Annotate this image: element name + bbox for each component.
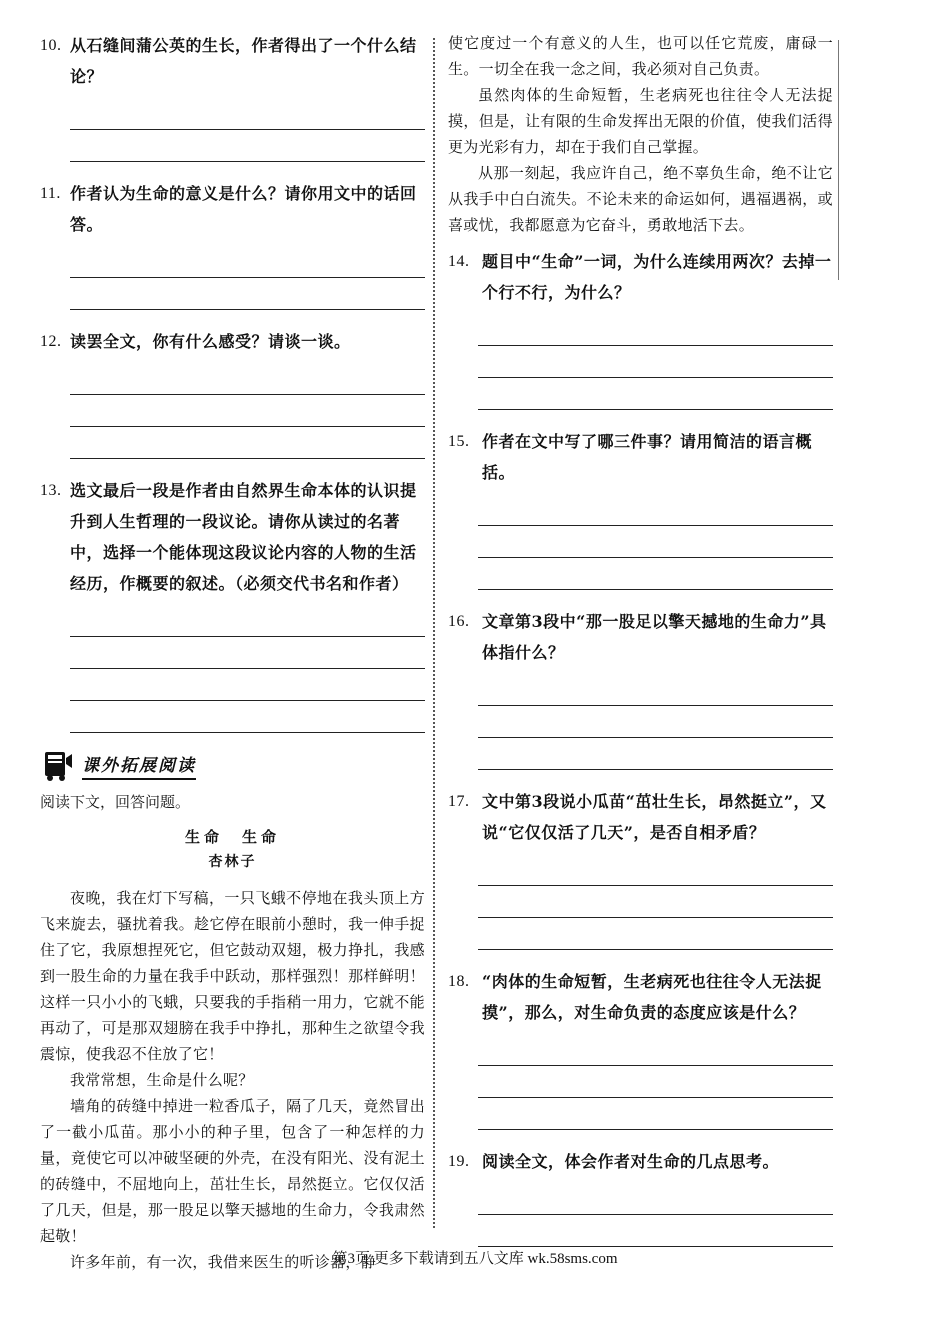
answer-line[interactable] [70, 605, 425, 637]
answer-lines[interactable] [70, 246, 425, 310]
question-14 [448, 246, 833, 308]
reading-instruction: 阅读下文，回答问题。 [40, 793, 191, 811]
article-author: 杏林子 [208, 854, 257, 870]
answer-line[interactable] [478, 494, 833, 526]
question-number: 12. [40, 333, 62, 350]
answer-lines[interactable] [478, 674, 833, 770]
article-paragraph: 从那一刻起，我应许自己，绝不辜负生命，绝不让它从我手中白白流失。不论未来的命运如何，遇福遇祸，或喜或忧，我都愿意为它奋斗，勇敢地活下去。 [448, 164, 833, 234]
question-number: 19. [448, 1153, 470, 1170]
question-number: 11. [40, 185, 61, 202]
question-number: 18. [448, 973, 470, 990]
answer-line[interactable] [70, 246, 425, 278]
answer-line[interactable] [70, 363, 425, 395]
question-17 [448, 786, 833, 848]
question-number: 13. [40, 482, 62, 499]
question-text: 读罢全文，你有什么感受？请谈一谈。 [70, 332, 351, 351]
article-paragraph: 我常常想，生命是什么呢？ [70, 1071, 254, 1089]
answer-line[interactable] [478, 1183, 833, 1215]
question-text: 选文最后一段是作者由自然界生命本体的认识提升到人生哲理的一段议论。请你从读过的名著中，选择一个能体现这段议论内容的人物的生活经历，作概要的叙述。（必须交代书名和作者） [70, 481, 417, 593]
column-divider [433, 38, 435, 1228]
question-text: 作者认为生命的意义是什么？请你用文中的话回答。 [70, 184, 417, 234]
article-paragraph: 墙角的砖缝中掉进一粒香瓜子，隔了几天，竟然冒出了一截小瓜苗。那小小的种子里，包含了一种怎样的力量，竟使它可以冲破坚硬的外壳，在没有阳光、没有泥土的砖缝中，不屈地向上，茁壮生长，昂然挺立。它仅仅活了几天，但是，那一股足以擎天撼地的生命力，令我肃然起敬！ [40, 1097, 425, 1245]
answer-line[interactable] [70, 98, 425, 130]
question-text: 题目中“生命”一词，为什么连续用两次？去掉一个行不行，为什么？ [482, 252, 832, 302]
answer-lines[interactable] [478, 1183, 833, 1247]
question-13 [40, 475, 425, 599]
answer-line[interactable] [478, 738, 833, 770]
answer-lines[interactable] [70, 98, 425, 162]
answer-line[interactable] [478, 558, 833, 590]
question-text: 文中第3段说小瓜苗“茁壮生长，昂然挺立”，又说“它仅仅活了几天”，是否自相矛盾？ [482, 792, 827, 842]
left-column [40, 30, 425, 1275]
answer-lines[interactable] [478, 854, 833, 950]
question-11 [40, 178, 425, 240]
answer-line[interactable] [478, 854, 833, 886]
answer-line[interactable] [478, 1215, 833, 1247]
question-18 [448, 966, 833, 1028]
answer-line[interactable] [70, 637, 425, 669]
answer-line[interactable] [478, 1034, 833, 1066]
answer-line[interactable] [478, 886, 833, 918]
question-16 [448, 606, 833, 668]
question-text: 文章第3段中“那一股足以擎天撼地的生命力”具体指什么？ [482, 612, 827, 662]
question-19 [448, 1146, 833, 1177]
question-number: 17. [448, 793, 470, 810]
answer-lines[interactable] [70, 605, 425, 733]
question-text: 阅读全文，体会作者对生命的几点思考。 [482, 1152, 780, 1171]
answer-line[interactable] [478, 1066, 833, 1098]
scan-edge-line [838, 40, 839, 280]
question-number: 15. [448, 433, 470, 450]
section-header [40, 745, 425, 785]
answer-line[interactable] [70, 130, 425, 162]
book-icon [40, 748, 74, 782]
section-title: 课外拓展阅读 [82, 751, 196, 780]
answer-line[interactable] [478, 918, 833, 950]
answer-line[interactable] [70, 701, 425, 733]
question-12 [40, 326, 425, 357]
article-paragraph: 夜晚，我在灯下写稿，一只飞蛾不停地在我头顶上方飞来旋去，骚扰着我。趁它停在眼前小憩时，我一伸手捉住了它，我原想捏死它，但它鼓动双翅，极力挣扎，我感到一股生命的力量在我手中跃动，那样强烈！那样鲜明！这样一只小小的飞蛾，只要我的手指稍一用力，它就不能再动了，可是那双翅膀在我手中挣扎，那种生之欲望令我震惊，使我忍不住放了它！ [40, 889, 425, 1063]
answer-line[interactable] [478, 526, 833, 558]
question-15 [448, 426, 833, 488]
right-column [448, 30, 833, 1247]
question-number: 10. [40, 37, 62, 54]
answer-lines[interactable] [478, 314, 833, 410]
article-title: 生命 生命 [184, 828, 280, 846]
answer-line[interactable] [478, 346, 833, 378]
answer-lines[interactable] [70, 363, 425, 459]
article-continuation: 使它度过一个有意义的人生，也可以任它荒废，庸碌一生。一切全在我一念之间，我必须对自己负责。 [448, 34, 833, 78]
question-text: 作者在文中写了哪三件事？请用简洁的语言概括。 [482, 432, 813, 482]
answer-line[interactable] [478, 706, 833, 738]
answer-lines[interactable] [478, 1034, 833, 1130]
answer-line[interactable] [70, 278, 425, 310]
answer-line[interactable] [478, 674, 833, 706]
answer-line[interactable] [70, 427, 425, 459]
question-number: 14. [448, 253, 470, 270]
article-paragraph: 虽然肉体的生命短暂，生老病死也往往令人无法捉摸，但是，让有限的生命发挥出无限的价值，使我们活得更为光彩有力，却在于我们自己掌握。 [448, 86, 833, 156]
question-10 [40, 30, 425, 92]
answer-line[interactable] [478, 314, 833, 346]
question-number: 16. [448, 613, 470, 630]
question-text: “肉体的生命短暂，生老病死也往往令人无法捉摸”，那么，对生命负责的态度应该是什么？ [482, 972, 822, 1022]
answer-line[interactable] [70, 395, 425, 427]
page-footer: 第3页 更多下载请到五八文库 wk.58sms.com [332, 1251, 618, 1267]
answer-line[interactable] [478, 378, 833, 410]
answer-lines[interactable] [478, 494, 833, 590]
question-text: 从石缝间蒲公英的生长，作者得出了一个什么结论？ [70, 36, 417, 86]
answer-line[interactable] [478, 1098, 833, 1130]
answer-line[interactable] [70, 669, 425, 701]
article-paragraph: 许多年前，有一次，我借来医生的听诊器，静 [70, 1253, 377, 1271]
